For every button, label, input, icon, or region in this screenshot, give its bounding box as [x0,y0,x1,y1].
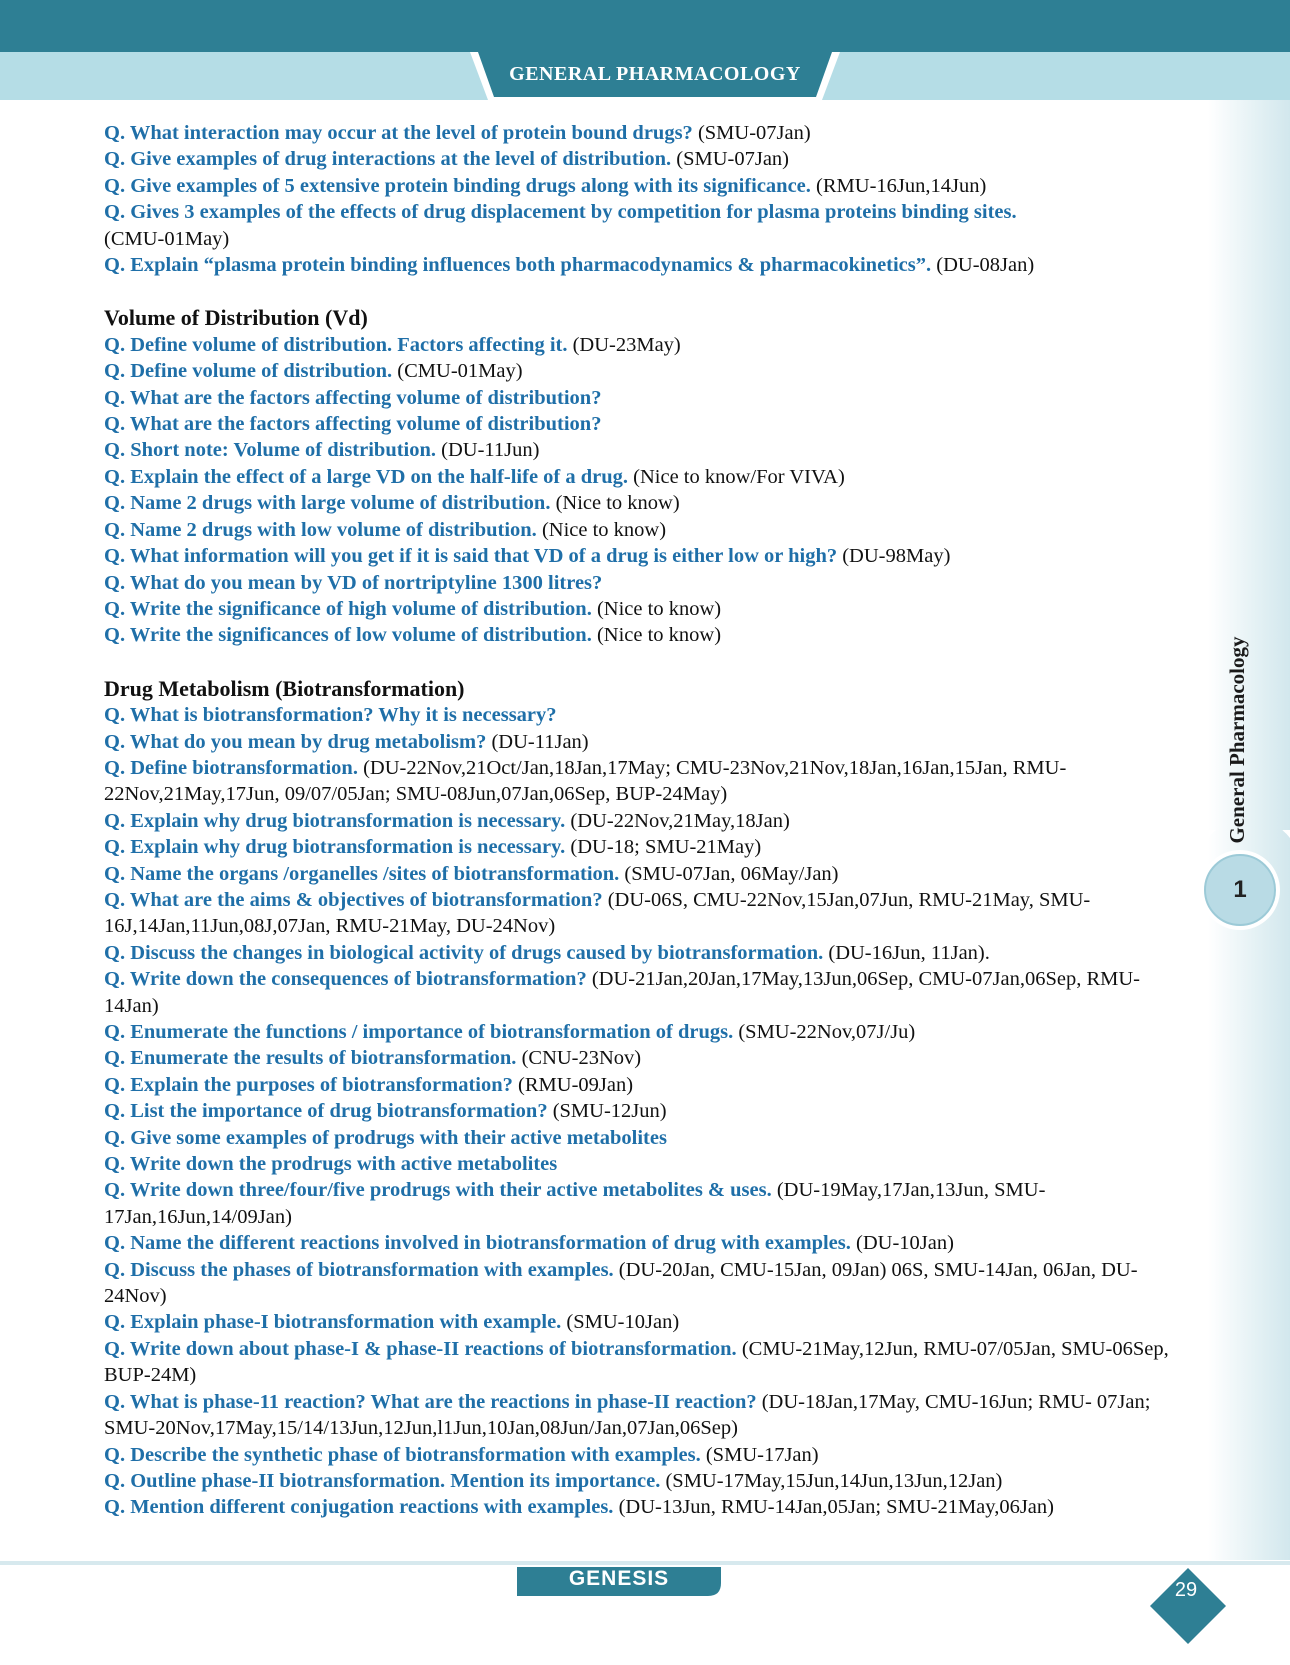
exam-reference: (SMU-10Jan) [561,1311,680,1334]
exam-reference: (DU-22Nov,21Oct/Jan,18Jan,17May; CMU-23Nov,21Nov,18Jan,16Jan,15Jan, RMU-22Nov,21May,17Jun, 09/07/05Jan; SMU-08Jun,07Jan,06Sep, BUP-24May) [104,756,1067,806]
question-item [104,755,1184,808]
exam-reference: (SMU-22Nov,07J/Ju) [733,1021,916,1043]
question-text: Q. Write down the prodrugs with active metabolites [104,1153,558,1176]
question-text: Q. Explain the effect of a large VD on the half-life of a drug. [104,465,629,488]
exam-reference: (Nice to know) [550,492,680,515]
question-item [104,1098,1184,1124]
question-item [104,146,1184,172]
question-item [104,517,1184,543]
exam-reference: (SMU-07Jan) [692,122,811,144]
question-item [104,411,1184,437]
question-item [104,226,1184,252]
exam-reference: (DU-13Jun, RMU-14Jan,05Jan; SMU-21May,06Jan) [613,1496,1054,1519]
question-text: Q. Give some examples of prodrugs with their active metabolites [104,1126,667,1149]
question-item [104,834,1184,860]
question-item [104,596,1184,622]
question-item [104,252,1184,278]
question-item [104,1019,1184,1045]
question-item [104,199,1184,225]
question-item [104,1045,1184,1071]
question-item [104,464,1184,490]
question-item [104,1072,1184,1098]
exam-reference: (CMU-01May) [104,227,230,250]
side-section-label: General Pharmacology [1224,636,1249,844]
footer-brand: GENESIS [568,1567,670,1590]
question-text: Q. What are the aims & objectives of biotransformation? [104,888,603,911]
question-item [104,1336,1184,1389]
question-item [104,332,1184,358]
question-item [104,385,1184,411]
exam-reference: (DU-18Jan,17May, CMU-16Jun; RMU- 07Jan; SMU-20Nov,17May,15/14/13Jun,12Jun,l1Jun,10Jan,08Jun/Jan,07Jan,06Sep) [104,1390,1151,1440]
question-text: Q. Define biotransformation. [104,756,358,779]
exam-reference: (SMU-07Jan, 06May/Jan) [619,862,839,885]
question-item [104,543,1184,569]
question-text: Q. Write down the consequences of biotransformation? [104,968,587,991]
question-text: Q. Explain phase-I biotransformation with example. [104,1311,562,1334]
question-text: Q. What do you mean by drug metabolism? [104,730,487,753]
question-text: Q. Explain the purposes of biotransformation? [104,1073,513,1096]
exam-reference: (DU-19May,17Jan,13Jun, SMU-17Jan,16Jun,14/09Jan) [104,1179,1046,1228]
question-text: Q. Short note: Volume of distribution. [104,439,437,462]
question-text: Q. What do you mean by VD of nortriptyline 1300 litres? [104,571,603,594]
question-text: Q. List the importance of drug biotransformation? [104,1100,548,1123]
exam-reference: (Nice to know) [591,597,722,620]
question-text: Q. Gives 3 examples of the effects of drug displacement by competition for plasma proteins binding sites. [104,201,1017,224]
question-text: Q. Enumerate the functions / importance of biotransformation of drugs. [104,1021,734,1043]
question-text: Q. Name the organs /organelles /sites of biotransformation. [104,862,620,885]
question-text: Q. Give examples of 5 extensive protein binding drugs along with its significance. [104,174,811,197]
question-text: Q. Write the significances of low volume of distribution. [104,624,592,647]
question-text: Q. What is biotransformation? Why it is necessary? [104,704,557,727]
question-text: Q. Give examples of drug interactions at the level of distribution. [104,148,672,171]
question-text: Q. Define volume of distribution. Factors affecting it. [104,333,568,356]
question-item [104,1230,1184,1256]
question-item [104,1257,1184,1310]
question-text: Q. Explain why drug biotransformation is necessary. [104,809,566,832]
exam-reference: (Nice to know/For VIVA) [628,465,845,488]
page-header-title: GENERAL PHARMACOLOGY [509,62,801,85]
exam-reference: (SMU-07Jan) [671,148,789,171]
question-item [104,120,1184,146]
question-text: Q. What are the factors affecting volume of distribution? [104,413,602,436]
question-item [104,1125,1184,1151]
question-item [104,940,1184,966]
exam-reference: (CNU-23Nov) [516,1047,642,1070]
question-text: Q. Discuss the phases of biotransformation with examples. [104,1258,614,1281]
question-item [104,570,1184,596]
question-item [104,861,1184,887]
question-item [104,1468,1184,1494]
exam-reference: (DU-11Jun) [436,439,540,462]
exam-reference: (Nice to know) [591,624,722,647]
question-item [104,808,1184,834]
question-text: Q. Name 2 drugs with large volume of distribution. [104,492,551,515]
question-item [104,358,1184,384]
exam-reference: (RMU-16Jun,14Jun) [810,174,987,197]
question-text: Q. Write down three/four/five prodrugs with their active metabolites & uses. [104,1179,772,1202]
question-text: Q. What are the factors affecting volume of distribution? [104,386,602,409]
question-item [104,702,1184,728]
exam-reference: (DU-18; SMU-21May) [565,836,762,859]
question-text: Q. Mention different conjugation reactions with examples. [104,1496,614,1519]
question-text: Q. Enumerate the results of biotransformation. [104,1047,517,1070]
exam-reference: (DU-21Jan,20Jan,17May,13Jun,06Sep, CMU-07Jan,06Sep, RMU-14Jan) [104,968,1140,1017]
question-item [104,1442,1184,1468]
question-item [104,1389,1184,1442]
question-text: Q. Explain why drug biotransformation is necessary. [104,836,566,859]
exam-reference: (SMU-17Jan) [700,1443,819,1466]
exam-reference: (DU-11Jan) [486,730,589,753]
question-text: Q. Define volume of distribution. [104,360,393,383]
question-item [104,1151,1184,1177]
exam-reference: (RMU-09Jan) [512,1073,634,1096]
question-item [104,966,1184,1019]
question-item [104,1177,1184,1230]
question-item [104,622,1184,648]
question-text: Q. What interaction may occur at the level of protein bound drugs? [104,122,693,144]
question-text: Q. Write the significance of high volume of distribution. [104,597,592,620]
question-item [104,729,1184,755]
question-text: Q. What information will you get if it is said that VD of a drug is either low or high? [104,545,838,568]
question-item [104,1494,1184,1520]
exam-reference: (DU-98May) [837,545,951,568]
exam-reference: (DU-20Jan, CMU-15Jan, 09Jan) 06S, SMU-14Jan, 06Jan, DU-24Nov) [104,1258,1138,1308]
question-text: Q. Outline phase-II biotransformation. Mention its importance. [104,1469,661,1492]
question-text: Q. Discuss the changes in biological activity of drugs caused by biotransformation. [104,941,824,964]
question-text: Q. What is phase-11 reaction? What are the reactions in phase-II reaction? [104,1390,757,1413]
question-item [104,887,1184,940]
exam-reference: (DU-23May) [567,333,681,356]
exam-reference: (DU-08Jan) [931,254,1035,277]
page-number: 29 [1174,1578,1198,1601]
question-item [104,490,1184,516]
exam-reference: (DU-16Jun, 11Jan). [823,941,990,964]
exam-reference: (DU-22Nov,21May,18Jan) [565,809,790,832]
section-heading: Drug Metabolism (Biotransformation) [104,675,465,701]
chapter-number: 1 [1233,876,1247,903]
exam-reference: (SMU-12Jun) [547,1100,667,1123]
exam-reference: (DU-06S, CMU-22Nov,15Jan,07Jun, RMU-21May, SMU-16J,14Jan,11Jun,08J,07Jan, RMU-21May, DU-24Nov) [104,888,1091,938]
question-item [104,437,1184,463]
question-text: Q. Name the different reactions involved in biotransformation of drug with examples. [104,1232,851,1255]
question-text: Q. Write down about phase-I & phase-II reactions of biotransformation. [104,1337,737,1360]
exam-reference: (CMU-01May) [392,360,523,383]
question-item [104,1309,1184,1335]
question-text: Q. Explain “plasma protein binding influences both pharmacodynamics & pharmacokinetics”. [104,254,932,277]
question-text: Q. Describe the synthetic phase of biotransformation with examples. [104,1443,701,1466]
question-text: Q. Name 2 drugs with low volume of distribution. [104,518,537,541]
question-list [104,120,1184,1521]
exam-reference: (CMU-21May,12Jun, RMU-07/05Jan, SMU-06Sep, BUP-24M) [104,1337,1169,1387]
exam-reference: (Nice to know) [536,518,667,541]
exam-reference: (SMU-17May,15Jun,14Jun,13Jun,12Jan) [660,1469,1003,1492]
exam-reference: (DU-10Jan) [850,1232,954,1255]
question-item [104,173,1184,199]
section-heading: Volume of Distribution (Vd) [104,305,368,331]
